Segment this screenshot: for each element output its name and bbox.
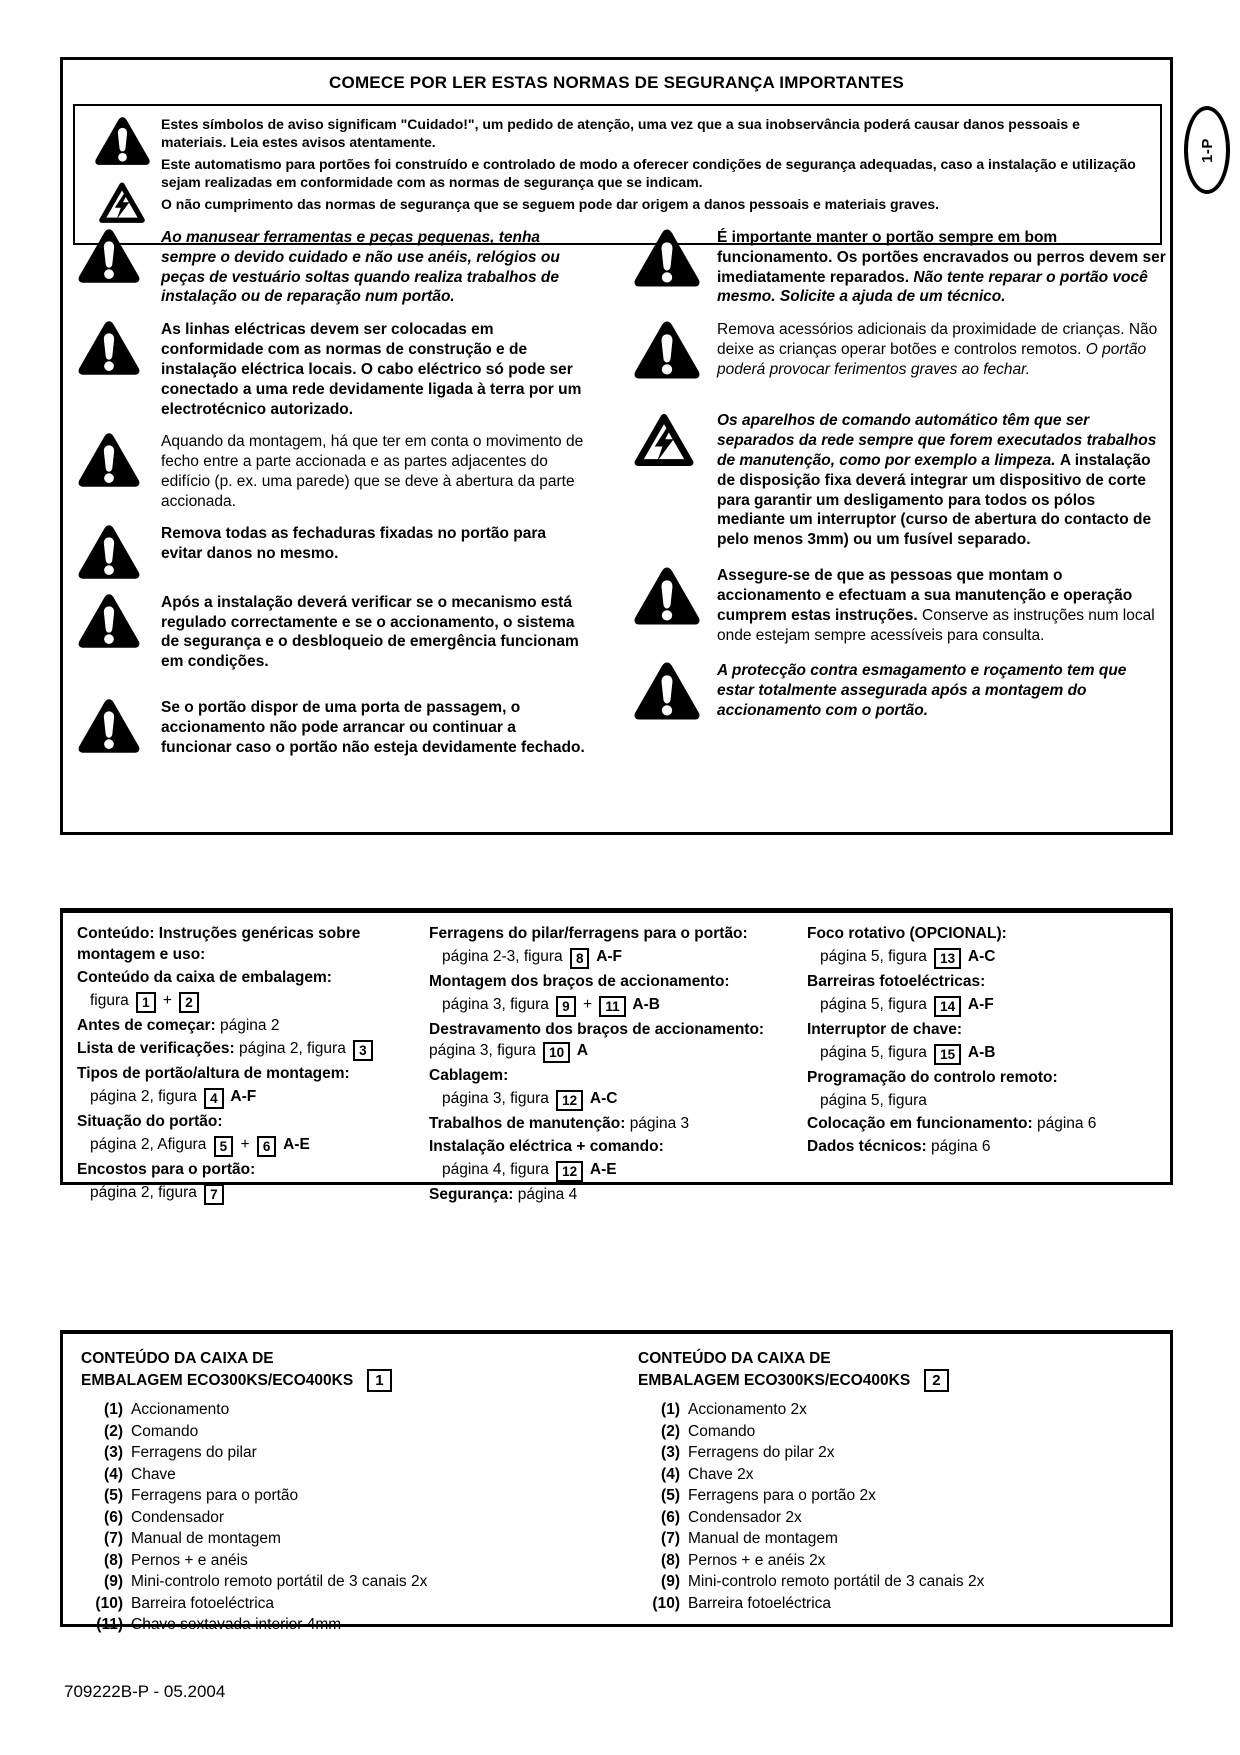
warnings-column-right: [633, 228, 1167, 726]
item-number: (10): [652, 1594, 680, 1612]
packing-list-item: [81, 1507, 601, 1529]
item-text: Pernos + e anéis 2x: [688, 1551, 826, 1569]
toc-entry-line: [77, 923, 429, 965]
packing-list-item: [638, 1593, 1158, 1615]
warning-text: [161, 320, 589, 419]
packing-header-line: [81, 1369, 601, 1392]
warning-triangle-icon: [77, 228, 161, 289]
packing-list-item: [81, 1464, 601, 1486]
page-tab-label: 1-P: [1198, 137, 1216, 163]
warning-item: [633, 661, 1167, 726]
text-segment: Foco rotativo (OPCIONAL):: [807, 925, 1007, 942]
warning-item: [77, 524, 589, 585]
packing-list-item: [638, 1528, 1158, 1550]
high-voltage-icon: [98, 180, 146, 224]
figure-number-box: 4: [204, 1088, 224, 1109]
packing-header: [81, 1348, 601, 1392]
packing-header-line: CONTEÚDO DA CAIXA DE: [81, 1350, 274, 1367]
toc-entry-line: [429, 946, 807, 969]
text-segment: Os aparelhos de comando automático têm que ser separados da rede sempre que forem executados trabalhos de manutenção, como por exemplo a limpeza.: [717, 412, 1157, 469]
packing-list-item: [81, 1528, 601, 1550]
item-number: (5): [661, 1487, 680, 1504]
toc-entry-line: [429, 1019, 807, 1063]
item-number: (6): [661, 1508, 680, 1526]
toc-entry-line: [807, 923, 1164, 944]
toc-entry-line: [807, 1136, 1164, 1157]
item-number: (1): [661, 1401, 680, 1418]
figure-number-box: 1: [367, 1369, 391, 1392]
packing-list-item: [638, 1442, 1158, 1464]
document-code: 709222B-P - 05.2004: [64, 1682, 226, 1701]
item-number: (1): [104, 1401, 123, 1418]
text-segment: A-C: [964, 948, 996, 965]
text-segment: página 5, figura: [820, 1044, 932, 1061]
item-number: (2): [104, 1422, 123, 1440]
contents-column-1: [77, 923, 429, 1202]
warning-item: [633, 320, 1167, 385]
warning-triangle-icon: [633, 566, 717, 631]
safety-section: [60, 57, 1173, 835]
figure-number-box: 13: [934, 948, 961, 969]
text-segment: A-F: [964, 996, 994, 1013]
item-text: Ferragens para o portão 2x: [688, 1487, 876, 1504]
toc-entry-line: [429, 1065, 807, 1086]
warning-text: [161, 698, 589, 757]
intro-paragraph: Este automatismo para portões foi construído e controlado de modo a oferecer condições de segurança adequadas, caso a instalação e utilização sejam realizadas em conformidade com as normas de segurança que se indicam.: [161, 155, 1136, 191]
text-segment: Conserve as instruções num local onde estejam sempre acessíveis para consulta.: [717, 606, 1155, 644]
warning-text: [161, 228, 589, 307]
toc-entry-line: [429, 994, 807, 1017]
packing-list-item: [81, 1399, 601, 1421]
warning-text: [717, 661, 1167, 720]
packing-list-item: [638, 1550, 1158, 1572]
text-segment: Ao manusear ferramentas e peças pequenas, tenha sempre o devido cuidado e não use anéis, relógios ou peças de vestuário soltas quando realiza trabalhos de instalação ou de reparação num portão.: [161, 229, 560, 306]
warning-triangle-icon: [77, 698, 161, 759]
item-text: Mini-controlo remoto portátil de 3 canais 2x: [131, 1573, 428, 1590]
warning-item: [77, 432, 589, 511]
toc-entry-line: [807, 946, 1164, 969]
text-segment: página 5, figura: [820, 1092, 927, 1109]
text-segment: Cablagem:: [429, 1067, 509, 1084]
figure-number-box: 9: [556, 996, 576, 1017]
text-segment: página 5, figura: [820, 996, 932, 1013]
text-segment: Instalação eléctrica + comando:: [429, 1138, 664, 1155]
warning-triangle-icon: [94, 116, 151, 166]
item-text: Barreira fotoeléctrica: [131, 1594, 275, 1612]
item-text: Mini-controlo remoto portátil de 3 canais 2x: [688, 1573, 985, 1590]
text-segment: página 2: [220, 1017, 280, 1034]
warning-item: [633, 566, 1167, 645]
toc-entry-line: [77, 1182, 429, 1205]
item-text: Comando: [688, 1422, 756, 1440]
text-segment: As linhas eléctricas devem ser colocadas em conformidade com as normas de construção e de instalação eléctrica locais. O cabo eléctrico só pode ser conectado a uma rede devidamente ligada à terra por um electrotécnico autorizado.: [161, 321, 582, 418]
warning-item: [633, 228, 1167, 307]
warning-text: [717, 228, 1167, 307]
item-number: (10): [95, 1594, 123, 1612]
item-text: Ferragens do pilar: [131, 1444, 257, 1461]
intro-paragraph: Estes símbolos de aviso significam "Cuidado!", um pedido de atenção, uma vez que a sua inobservância poderá causar danos pessoais e materiais. Leia estes avisos atentamente.: [161, 116, 1080, 151]
warning-item: [77, 593, 589, 672]
toc-entry-line: [429, 1113, 807, 1134]
toc-entry-line: [77, 1134, 429, 1157]
text-segment: página 6: [931, 1138, 991, 1155]
text-segment: Trabalhos de manutenção:: [429, 1115, 630, 1132]
toc-entry-line: [807, 1067, 1164, 1088]
figure-number-box: 14: [934, 996, 961, 1017]
text-segment: página 2, Afigura: [90, 1136, 211, 1153]
toc-entry-line: [807, 971, 1164, 992]
item-number: (4): [661, 1465, 680, 1483]
text-segment: A: [573, 1042, 589, 1059]
text-segment: Lista de verificações:: [77, 1040, 239, 1057]
item-number: (8): [104, 1551, 123, 1569]
text-segment: Montagem dos braços de accionamento:: [429, 973, 730, 990]
toc-entry-line: [77, 967, 429, 988]
warning-item: [77, 698, 589, 759]
item-number: (7): [661, 1530, 680, 1547]
text-segment: Dados técnicos:: [807, 1138, 932, 1155]
item-number: (7): [104, 1530, 123, 1547]
figure-number-box: 12: [556, 1090, 583, 1111]
warning-item: [77, 320, 589, 419]
text-segment: Antes de começar:: [77, 1017, 220, 1034]
item-text: Accionamento 2x: [688, 1401, 807, 1418]
text-segment: página 3, figura: [429, 1042, 541, 1059]
figure-number-box: 7: [204, 1184, 224, 1205]
toc-entry-line: [429, 1088, 807, 1111]
item-number: (4): [104, 1465, 123, 1483]
text-segment: página 4, figura: [442, 1161, 554, 1178]
text-segment: Não tente reparar o portão você mesmo. Solicite a ajuda de um técnico.: [717, 268, 1148, 306]
warning-triangle-icon: [77, 320, 161, 381]
figure-number-box: 5: [214, 1136, 234, 1157]
toc-entry-line: [429, 971, 807, 992]
text-segment: Tipos de portão/altura de montagem:: [77, 1065, 350, 1082]
warning-triangle-icon: [77, 432, 161, 493]
text-segment: página 3, figura: [442, 996, 554, 1013]
item-text: Manual de montagem: [688, 1530, 838, 1547]
text-segment: página 4: [517, 1186, 578, 1203]
text-segment: O portão poderá provocar ferimentos graves ao fechar.: [717, 341, 1147, 378]
text-segment: +: [578, 996, 597, 1013]
text-segment: Destravamento dos braços de accionamento:: [429, 1021, 765, 1038]
text-segment: Após a instalação deverá verificar se o mecanismo está regulado correctamente e se o accionamento, o sistema de segurança e o desbloqueio de emergência funcionam em condições.: [161, 593, 579, 671]
figure-number-box: 2: [924, 1369, 948, 1392]
warning-text: [717, 320, 1167, 379]
packing-list-left: [81, 1348, 601, 1636]
warning-triangle-icon: [633, 320, 717, 385]
packing-header-text: EMBALAGEM ECO300KS/ECO400KS: [638, 1372, 911, 1389]
figure-number-box: 8: [570, 948, 590, 969]
text-segment: página 3, figura: [442, 1090, 554, 1107]
text-segment: Aquando da montagem, há que ter em conta o movimento de fecho entre a parte accionada e as partes adjacentes do edifício (p. ex. uma parede) que se deve à abertura da parte accionada.: [161, 433, 584, 510]
figure-number-box: 1: [136, 992, 156, 1013]
warning-triangle-icon: [633, 228, 717, 293]
item-number: (9): [661, 1573, 680, 1590]
toc-entry-line: [429, 1159, 807, 1182]
text-segment: Situação do portão:: [77, 1113, 223, 1130]
item-text: Ferragens para o portão: [131, 1487, 299, 1504]
text-segment: página 2, figura: [90, 1088, 202, 1105]
text-segment: +: [236, 1136, 254, 1153]
contents-section: [60, 908, 1173, 1203]
item-number: (11): [96, 1616, 123, 1633]
safety-intro-box: [73, 104, 1162, 245]
text-segment: Conteúdo: Instruções genéricas sobre montagem e uso:: [77, 925, 361, 963]
item-text: Accionamento: [131, 1401, 230, 1418]
item-text: Condensador: [131, 1508, 225, 1526]
packing-list-item: [638, 1421, 1158, 1443]
packing-header-text: EMBALAGEM ECO300KS/ECO400KS: [81, 1372, 354, 1389]
warning-triangle-icon: [633, 661, 717, 726]
toc-entry-line: [429, 923, 807, 944]
text-segment: A-C: [586, 1090, 618, 1107]
packing-list-item: [638, 1464, 1158, 1486]
text-segment: Se o portão dispor de uma porta de passagem, o accionamento não pode arrancar ou continuar a funcionar caso o portão não esteja devidamente fechado.: [161, 699, 585, 756]
packing-list-item: [81, 1421, 601, 1443]
item-text: Manual de montagem: [131, 1530, 281, 1547]
text-segment: A protecção contra esmagamento e roçamento tem que estar totalmente assegurada após a montagem do accionamento com o portão.: [717, 662, 1127, 720]
toc-entry-line: [807, 1019, 1164, 1040]
text-segment: Colocação em funcionamento:: [807, 1115, 1037, 1132]
item-text: Ferragens do pilar 2x: [688, 1444, 835, 1461]
packing-items: [81, 1399, 601, 1636]
packing-items: [638, 1399, 1158, 1614]
toc-entry-line: [77, 1063, 429, 1084]
item-text: Chave 2x: [688, 1465, 754, 1483]
item-text: Barreira fotoeléctrica: [688, 1594, 832, 1612]
text-segment: A-F: [592, 948, 623, 965]
figure-number-box: 15: [934, 1044, 961, 1065]
item-number: (2): [661, 1422, 680, 1440]
warning-text: [717, 566, 1167, 645]
figure-number-box: 12: [556, 1161, 583, 1182]
item-number: (3): [104, 1444, 123, 1461]
toc-entry-line: [429, 1184, 807, 1205]
packing-list-item: [81, 1442, 601, 1464]
text-segment: A-E: [279, 1136, 310, 1153]
text-segment: página 2, figura: [238, 1040, 351, 1057]
packing-list-item: [81, 1571, 601, 1593]
packing-list-item: [638, 1507, 1158, 1529]
packing-list-section: [60, 1330, 1173, 1633]
packing-list-item: [81, 1614, 601, 1636]
contents-column-2: [429, 923, 807, 1203]
item-number: (9): [104, 1573, 123, 1590]
contents-column-3: [807, 923, 1164, 1182]
text-segment: Programação do controlo remoto:: [807, 1069, 1058, 1086]
warning-text: [161, 432, 589, 511]
figure-number-box: 3: [353, 1040, 373, 1061]
warning-triangle-icon: [77, 524, 161, 585]
intro-paragraph: O não cumprimento das normas de segurança que se seguem pode dar origem a danos pessoais e materiais graves.: [161, 195, 940, 212]
packing-list-item: [81, 1593, 601, 1615]
text-segment: Conteúdo da caixa de embalagem:: [77, 969, 332, 986]
item-number: (3): [661, 1444, 680, 1461]
text-segment: Barreiras fotoeléctricas:: [807, 973, 986, 990]
text-segment: página 2-3, figura: [442, 948, 567, 965]
text-segment: Ferragens do pilar/ferragens para o portão:: [429, 925, 748, 942]
toc-entry-line: [77, 1038, 429, 1061]
text-segment: página 5, figura: [820, 948, 932, 965]
toc-entry-line: [77, 990, 429, 1013]
warning-text: [717, 411, 1167, 550]
intro-text: [161, 112, 1146, 237]
text-segment: Remova acessórios adicionais da proximidade de crianças. Não deixe as crianças operar botões e controlos remotos.: [717, 321, 1158, 359]
item-number: (6): [104, 1508, 123, 1526]
item-text: Chave sextavada interior 4mm: [131, 1616, 342, 1633]
text-segment: A-B: [964, 1044, 996, 1061]
warning-item: [633, 411, 1167, 550]
warning-text: [161, 593, 589, 672]
toc-entry-line: [429, 1136, 807, 1157]
packing-list-item: [638, 1571, 1158, 1593]
figure-number-box: 11: [599, 996, 625, 1017]
item-number: (8): [661, 1551, 680, 1569]
text-segment: Remova todas as fechaduras fixadas no portão para evitar danos no mesmo.: [161, 524, 547, 562]
item-number: (5): [104, 1487, 123, 1504]
packing-header: [638, 1348, 1158, 1392]
toc-entry-line: [77, 1086, 429, 1109]
toc-entry-line: [807, 1113, 1164, 1134]
item-text: Chave: [131, 1465, 176, 1483]
safety-title: COMECE POR LER ESTAS NORMAS DE SEGURANÇA IMPORTANTES: [329, 73, 904, 92]
toc-entry-line: [77, 1159, 429, 1180]
packing-list-item: [81, 1550, 601, 1572]
text-segment: Segurança:: [429, 1186, 518, 1203]
toc-entry-line: [807, 994, 1164, 1017]
packing-list-item: [638, 1399, 1158, 1421]
packing-header-line: [638, 1369, 1158, 1392]
text-segment: figura: [90, 992, 134, 1009]
warnings-column-left: [77, 228, 589, 759]
text-segment: Assegure-se de que as pessoas que montam o accionamento e efectuam a sua manutenção e operação cumprem estas instruções.: [717, 567, 1133, 624]
figure-number-box: 2: [179, 992, 199, 1013]
text-segment: página 2, figura: [90, 1184, 202, 1201]
text-segment: +: [158, 992, 177, 1009]
warning-item: [77, 228, 589, 307]
high-voltage-icon: [633, 411, 717, 472]
text-segment: Interruptor de chave:: [807, 1021, 963, 1038]
item-text: Pernos + e anéis: [131, 1551, 248, 1569]
item-text: Comando: [131, 1422, 199, 1440]
text-segment: A-B: [628, 996, 660, 1013]
toc-entry-line: [807, 1042, 1164, 1065]
toc-entry-line: [807, 1090, 1164, 1111]
toc-entry-line: [77, 1015, 429, 1036]
text-segment: página 3: [629, 1115, 690, 1132]
text-segment: página 6: [1036, 1115, 1097, 1132]
packing-list-right: [638, 1348, 1158, 1614]
packing-header-line: CONTEÚDO DA CAIXA DE: [638, 1350, 831, 1367]
text-segment: A instalação de disposição fixa deverá integrar um dispositivo de corte para garantir um desligamento para todos os pólos mediante um interruptor (curso de abertura do contacto de pelo menos 3mm) ou um fusível separado.: [717, 451, 1152, 549]
text-segment: A-E: [586, 1161, 617, 1178]
toc-entry-line: [77, 1111, 429, 1132]
page-tab-oval: [1184, 106, 1230, 194]
warning-triangle-icon: [77, 593, 161, 654]
packing-list-item: [81, 1485, 601, 1507]
item-text: Condensador 2x: [688, 1508, 802, 1526]
warning-text: [161, 524, 589, 564]
text-segment: Encostos para o portão:: [77, 1161, 256, 1178]
figure-number-box: 10: [543, 1042, 570, 1063]
packing-list-item: [638, 1485, 1158, 1507]
figure-number-box: 6: [257, 1136, 277, 1157]
text-segment: A-F: [226, 1088, 257, 1105]
text-segment: É importante manter o portão sempre em bom funcionamento. Os portões encravados ou perros devem ser imediatamente reparados.: [717, 229, 1166, 286]
intro-icon-column: [83, 112, 161, 237]
